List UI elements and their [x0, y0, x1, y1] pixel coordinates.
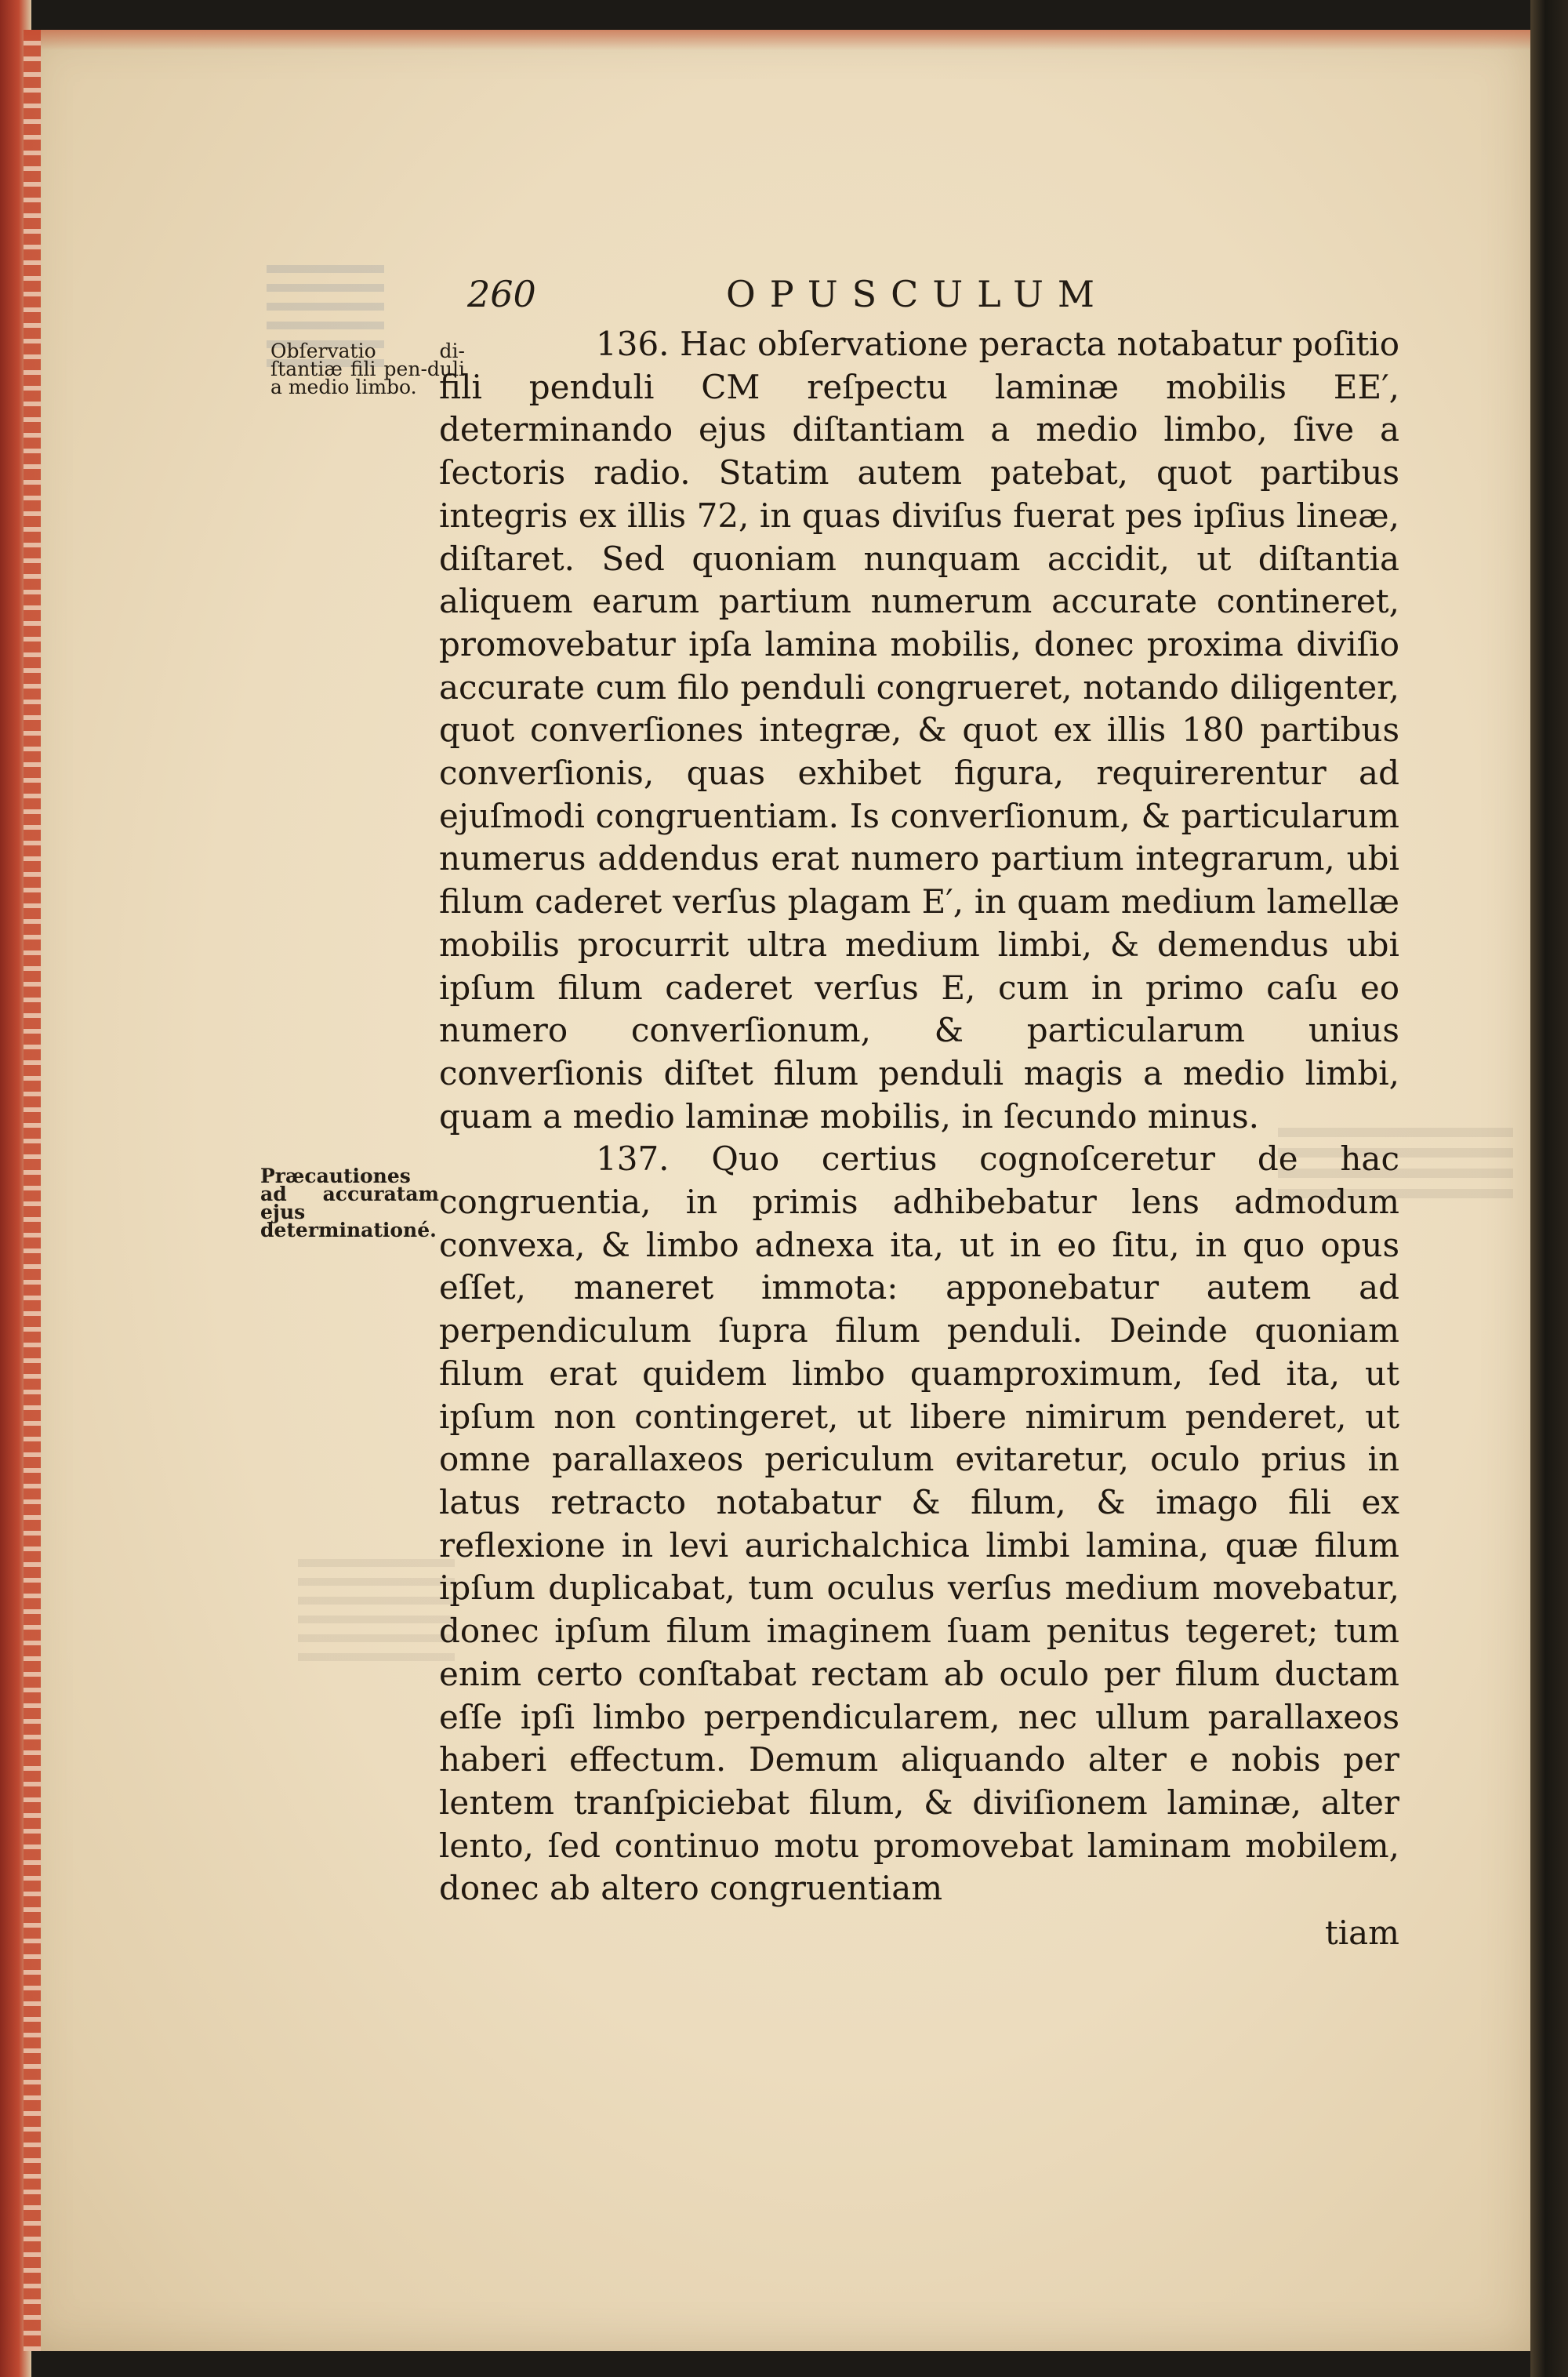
running-title: OPUSCULUM — [726, 273, 1109, 315]
page-header — [467, 273, 1220, 320]
show-through-ghost — [298, 1559, 455, 1661]
page-number: 260 — [467, 273, 536, 315]
catchword: tiam — [1324, 1914, 1399, 1953]
paragraph-text: Hac obſervatione peracta notabatur poſitio fili penduli CM reſpectu laminæ mobilis EE′, determinando ejus diſtantiam a medio limbo, ſive a ſectoris radio. Statim autem patebat, quot partibus integris ex illis 72, in quas diviſus fuerat pes ipſius lineæ, diſtaret. Sed quoniam nunquam accidit, ut diſtantia aliquem earum partium numerum accurate contineret, promovebatur ipſa lamina mobilis, donec proxima diviſio accurate cum filo penduli congrueret, notando diligenter, quot converſiones integræ, & quot ex illis 180 partibus converſionis, quas exhibet figura, requirerentur ad ejuſmodi congruentiam. Is converſionum, & particularum numerus addendus erat numero partium integrarum, ubi filum caderet verſus plagam E′, in quam medium lamellæ mobilis procurrit ultra medium limbi, & demendus ubi ipſum filum caderet verſus E, cum in primo caſu eo numero converſionum, & particularum unius converſionis diſtet filum penduli magis a medio limbi, quam a medio laminæ mobilis, in ſecundo minus. — [439, 325, 1399, 1136]
book-spine — [1530, 0, 1568, 2377]
paragraph-text: Quo certius cognoſceretur de hac congruentia, in primis adhibebatur lens admodum convexa, & limbo adnexa ita, ut in eo ſitu, in quo opus eſſet, maneret immota: apponebatur autem ad perpendiculum ſupra filum penduli. Deinde quoniam filum erat quidem limbo quamproximum, ſed ita, ut ipſum non contingeret, ut libere nimirum penderet, ut omne parallaxeos periculum evitaretur, oculo prius in latus retracto notabatur & filum, & imago fili ex reflexione in levi aurichalchica limbi lamina, quæ filum ipſum duplicabat, tum oculus verſus medium movebatur, donec ipſum filum imaginem ſuam penitus tegeret; tum enim certo conſtabat rectam ab oculo per filum ductam eſſe ipſi limbo perpendicularem, nec ullum parallaxeos haberi effectum. Demum aliquando alter e nobis per lentem tranſpiciebat filum, & diviſionem laminæ, alter lento, ſed continuo motu promovebat laminam mobilem, donec ab altero congruentiam — [439, 1139, 1399, 1908]
body-text — [439, 323, 1399, 1955]
paragraph-number: 137. — [596, 1139, 670, 1179]
margin-note: Obſervatio di-ſtantiæ fili pen-duli a medio limbo. — [270, 340, 465, 398]
catchword-line — [439, 1912, 1399, 1955]
page-top-edge — [24, 30, 1530, 50]
paragraph — [439, 323, 1399, 1138]
margin-note: Præcautiones ad accuratam ejus determinationé. — [260, 1165, 439, 1241]
paragraph — [439, 1138, 1399, 1910]
page-red-edge — [24, 30, 41, 2351]
paragraph-number: 136. — [596, 325, 670, 363]
